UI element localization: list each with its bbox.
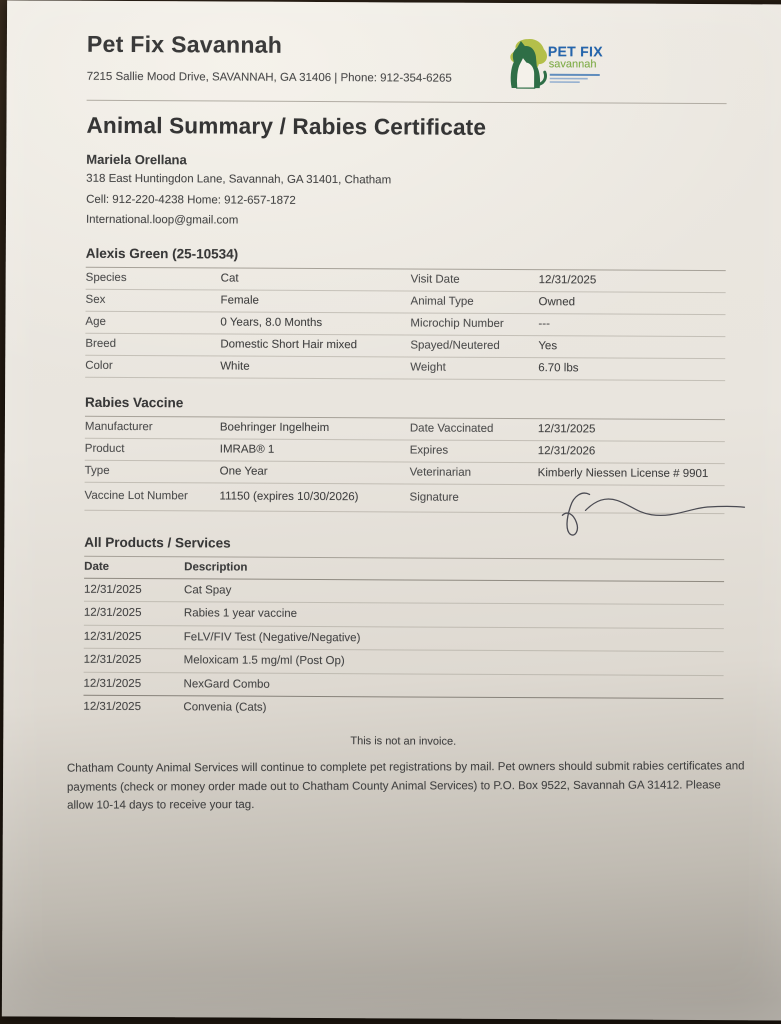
field-value: 11150 (expires 10/30/2026) <box>219 490 359 504</box>
product-description: Rabies 1 year vaccine <box>183 607 298 621</box>
signature-area <box>537 485 724 513</box>
product-description: Meloxicam 1.5 mg/ml (Post Op) <box>183 654 345 668</box>
document-page <box>2 0 781 1020</box>
header-divider <box>87 100 727 104</box>
detail-row <box>85 355 725 380</box>
document-title: Animal Summary / Rabies Certificate <box>86 112 487 140</box>
field-value: Female <box>220 294 259 307</box>
field-label: Vaccine Lot Number <box>84 489 188 503</box>
product-date: 12/31/2025 <box>84 583 142 596</box>
logo-tagline-bar <box>550 78 588 80</box>
field-value: White <box>220 360 250 373</box>
handwritten-signature <box>537 482 747 539</box>
detail-row <box>84 482 724 513</box>
products-services-section <box>83 534 724 721</box>
product-description: Convenia (Cats) <box>183 701 267 715</box>
field-value: Domestic Short Hair mixed <box>220 338 358 352</box>
animal-summary-section <box>85 245 726 380</box>
field-label: Product <box>84 442 125 456</box>
clinic-name: Pet Fix Savannah <box>86 30 283 58</box>
registration-note: Chatham County Animal Services will continue to complete pet registrations by mail. Pet owners should submit rabies certificates and payments (check or money order made out to Chatham County Animal Services) to P.O. Box 9522, Savannah GA 31412. Please allow 10-14 days to receive your tag. <box>66 759 745 812</box>
not-invoice-notice: This is not an invoice. <box>350 734 457 748</box>
field-value: Yes <box>538 340 558 353</box>
products-section-title: All Products / Services <box>84 534 724 559</box>
field-label: Age <box>85 315 106 328</box>
rabies-vaccine-section <box>84 394 725 513</box>
owner-name: Mariela Orellana <box>86 151 187 168</box>
field-label: Date Vaccinated <box>409 422 494 435</box>
product-date: 12/31/2025 <box>83 701 142 714</box>
animal-section-title: Alexis Green (25-10534) <box>86 245 726 270</box>
product-description: NexGard Combo <box>183 678 270 691</box>
field-value: 0 Years, 8.0 Months <box>220 316 323 330</box>
field-value: Cat <box>220 272 239 285</box>
field-value: Boehringer Ingelheim <box>219 421 330 435</box>
field-value: Owned <box>538 296 576 309</box>
column-header-description: Description <box>184 561 248 574</box>
field-value: IMRAB® 1 <box>219 443 275 456</box>
owner-info <box>86 152 726 232</box>
field-value: 6.70 lbs <box>538 362 579 375</box>
table-row <box>84 649 724 676</box>
table-row <box>84 602 724 629</box>
field-value: 12/31/2025 <box>537 423 596 436</box>
logo-wordmark-secondary: savannah <box>548 58 597 71</box>
product-date: 12/31/2025 <box>83 630 142 643</box>
owner-phones: Cell: 912-220-4238 Home: 912-657-1872 <box>86 193 296 207</box>
table-row <box>84 625 724 652</box>
field-label: Manufacturer <box>84 420 153 434</box>
field-value: Kimberly Niessen License # 9901 <box>537 467 709 481</box>
field-value: 12/31/2025 <box>538 274 597 287</box>
field-label: Animal Type <box>410 295 474 308</box>
clinic-address: 7215 Sallie Mood Drive, SAVANNAH, GA 31406 | Phone: 912-354-6265 <box>86 70 452 85</box>
owner-email: International.loop@gmail.com <box>85 213 239 227</box>
owner-address: 318 East Huntingdon Lane, Savannah, GA 31401, Chatham <box>86 172 392 187</box>
petfix-logo-graphic <box>504 36 608 93</box>
field-label: Microchip Number <box>410 317 504 331</box>
field-label: Signature <box>409 491 459 504</box>
logo-wordmark-primary: PET FIX <box>547 43 603 60</box>
product-date: 12/31/2025 <box>83 677 142 690</box>
table-row <box>84 578 724 605</box>
field-value: 12/31/2026 <box>537 445 596 458</box>
product-date: 12/31/2025 <box>83 607 142 620</box>
column-header-date: Date <box>84 560 110 573</box>
field-label: Sex <box>85 293 106 306</box>
field-value: --- <box>538 318 550 331</box>
field-value: One Year <box>219 465 268 478</box>
table-row <box>83 696 723 722</box>
field-label: Visit Date <box>410 273 460 286</box>
field-label: Breed <box>85 337 117 350</box>
logo-tagline-bar <box>550 74 600 76</box>
table-row <box>83 672 723 699</box>
rabies-section-title: Rabies Vaccine <box>85 394 725 419</box>
field-label: Veterinarian <box>409 466 472 479</box>
field-label: Expires <box>409 444 449 457</box>
product-date: 12/31/2025 <box>83 654 142 667</box>
dog-tail-icon <box>540 72 546 84</box>
clinic-logo <box>504 36 608 93</box>
product-description: Cat Spay <box>184 584 232 597</box>
product-description: FeLV/FIV Test (Negative/Negative) <box>183 631 361 645</box>
field-label: Type <box>84 464 110 477</box>
field-label: Species <box>85 271 127 285</box>
field-label: Color <box>85 359 113 372</box>
field-label: Spayed/Neutered <box>410 339 500 352</box>
field-label: Weight <box>410 361 446 374</box>
logo-tagline-bar <box>550 81 580 83</box>
